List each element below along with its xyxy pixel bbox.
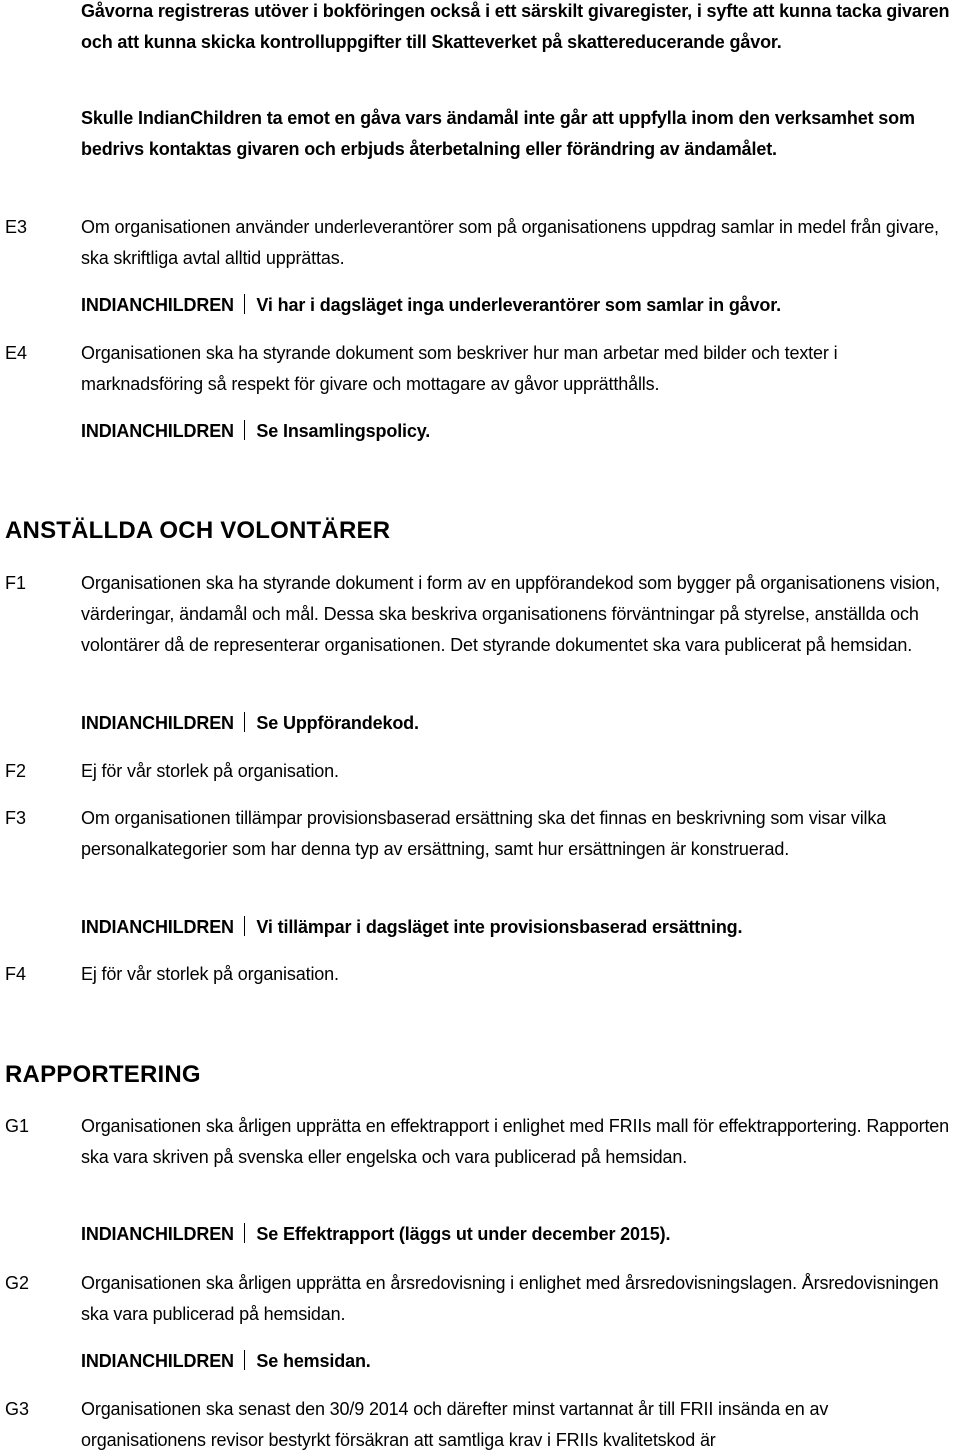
item-text-f3: Om organisationen tillämpar provisionsbaserad ersättning ska det finnas en beskrivning som visar vilka personalkategorier som har denna typ av ersättning, samt hur ersättningen är konstruerad. — [81, 808, 887, 859]
response-text-e3: Vi har i dagsläget inga underleverantörer som samlar in gåvor. — [256, 295, 781, 315]
org-name: INDIANCHILDREN — [81, 917, 234, 937]
separator — [244, 712, 246, 732]
item-text-g1: Organisationen ska årligen upprätta en effektrapport i enlighet med FRIIs mall för effektrapportering. Rapporten ska vara skriven på svenska eller engelska och vara publicerad på hemsidan. — [81, 1116, 950, 1167]
response-text-g2: Se hemsidan. — [256, 1351, 371, 1371]
org-name: INDIANCHILDREN — [81, 421, 234, 441]
intro-paragraph-1: Gåvorna registreras utöver i bokföringen också i ett särskilt givaregister, i syfte att kunna tacka givaren och att kunna skicka kontrolluppgifter till Skatteverket på skattereducerande gåvor. — [81, 1, 950, 52]
section-heading-reporting: RAPPORTERING — [5, 1061, 201, 1088]
response-text-e4: Se Insamlingspolicy. — [256, 421, 431, 441]
response-g1 — [81, 1219, 957, 1250]
item-code-e4: E4 — [5, 343, 28, 363]
intro-paragraph-2: Skulle IndianChildren ta emot en gåva vars ändamål inte går att uppfylla inom den verksamhet som bedrivs kontaktas givaren och erbjuds återbetalning eller förändring av ändamålet. — [81, 108, 915, 159]
response-text-g1: Se Effektrapport (läggs ut under december 2015). — [256, 1224, 671, 1244]
item-text-e3: Om organisationen använder underleverantörer som på organisationens uppdrag samlar in medel från givare, ska skriftliga avtal alltid upprättas. — [81, 217, 939, 268]
item-text-f1: Organisationen ska ha styrande dokument i form av en uppförandekod som bygger på organisationens vision, värderingar, ändamål och mål. Dessa ska beskriva organisationens förväntningar på styrelse, anställda och volontärer då de representerar organisationen. Det styrande dokumentet ska vara publicerat på hemsidan. — [81, 573, 940, 655]
item-code-f4: F4 — [5, 964, 27, 984]
org-name: INDIANCHILDREN — [81, 1351, 234, 1371]
item-code-g3: G3 — [5, 1399, 30, 1419]
separator — [244, 916, 246, 936]
item-text-f4: Ej för vår storlek på organisation. — [81, 964, 339, 984]
org-name: INDIANCHILDREN — [81, 1224, 234, 1244]
response-e3 — [81, 290, 957, 321]
org-name: INDIANCHILDREN — [81, 713, 234, 733]
separator — [244, 1223, 246, 1243]
separator — [244, 1350, 246, 1370]
response-f3 — [81, 912, 957, 943]
item-code-f3: F3 — [5, 808, 27, 828]
item-text-e4: Organisationen ska ha styrande dokument som beskriver hur man arbetar med bilder och texter i marknadsföring så respekt för givare och mottagare av gåvor upprätthålls. — [81, 343, 838, 394]
response-e4 — [81, 416, 957, 447]
item-code-f2: F2 — [5, 761, 27, 781]
item-text-g2: Organisationen ska årligen upprätta en årsredovisning i enlighet med årsredovisningslagen. Årsredovisningen ska vara publicerad på hemsidan. — [81, 1273, 939, 1324]
response-g2 — [81, 1346, 957, 1377]
separator — [244, 420, 246, 440]
separator — [244, 294, 246, 314]
item-code-f1: F1 — [5, 573, 27, 593]
response-text-f1: Se Uppförandekod. — [256, 713, 419, 733]
item-code-e3: E3 — [5, 217, 28, 237]
item-text-g3: Organisationen ska senast den 30/9 2014 och därefter minst vartannat år till FRII insända en av organisationens revisor bestyrkt försäkran att samtliga krav i FRIIs kvalitetskod är — [81, 1399, 829, 1450]
item-text-f2: Ej för vår storlek på organisation. — [81, 761, 339, 781]
item-code-g1: G1 — [5, 1116, 30, 1136]
item-code-g2: G2 — [5, 1273, 30, 1293]
response-f1 — [81, 708, 957, 739]
section-heading-staff: ANSTÄLLDA OCH VOLONTÄRER — [5, 517, 391, 544]
org-name: INDIANCHILDREN — [81, 295, 234, 315]
response-text-f3: Vi tillämpar i dagsläget inte provisionsbaserad ersättning. — [256, 917, 743, 937]
